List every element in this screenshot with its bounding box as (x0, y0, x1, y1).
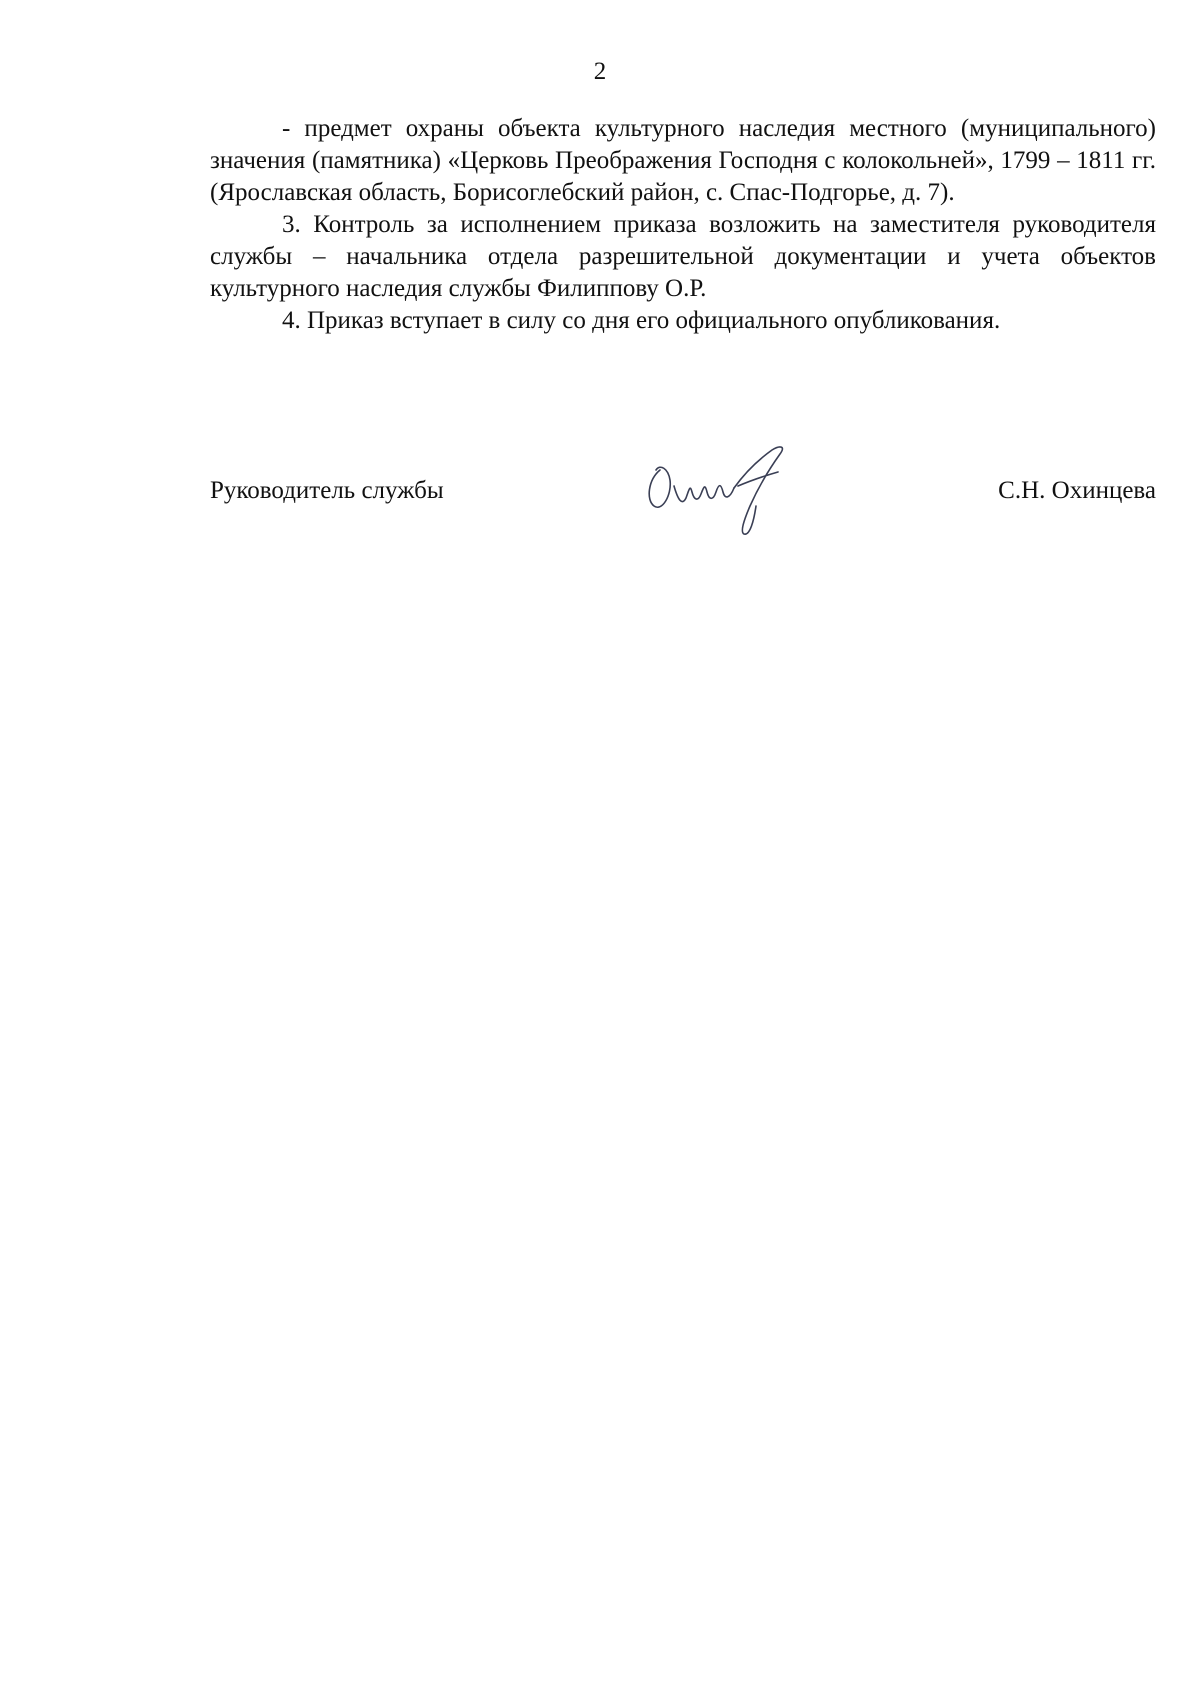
signature-block (210, 460, 1156, 570)
signatory-name: С.Н. Охинцева (998, 477, 1156, 504)
page-number: 2 (593, 58, 607, 85)
document-body (210, 113, 1156, 337)
paragraph-effective-date: 4. Приказ вступает в силу со дня его официального опубликования. (282, 307, 1001, 334)
signatory-role: Руководитель службы (210, 477, 444, 504)
handwritten-signature (640, 440, 810, 540)
paragraph-protection-subject: - предмет охраны объекта культурного наследия местного (муниципального) значения (памятника) «Церковь Преображения Господня с колокольней», 1799 – 1811 гг. (Ярославская область, Борисоглебский район, с. Спас-Подгорье, д. 7). (210, 115, 1156, 206)
paragraph-control-clause: 3. Контроль за исполнением приказа возложить на заместителя руководителя службы – начальника отдела разрешительной документации и учета объектов культурного наследия службы Филиппову О.Р. (210, 211, 1156, 302)
